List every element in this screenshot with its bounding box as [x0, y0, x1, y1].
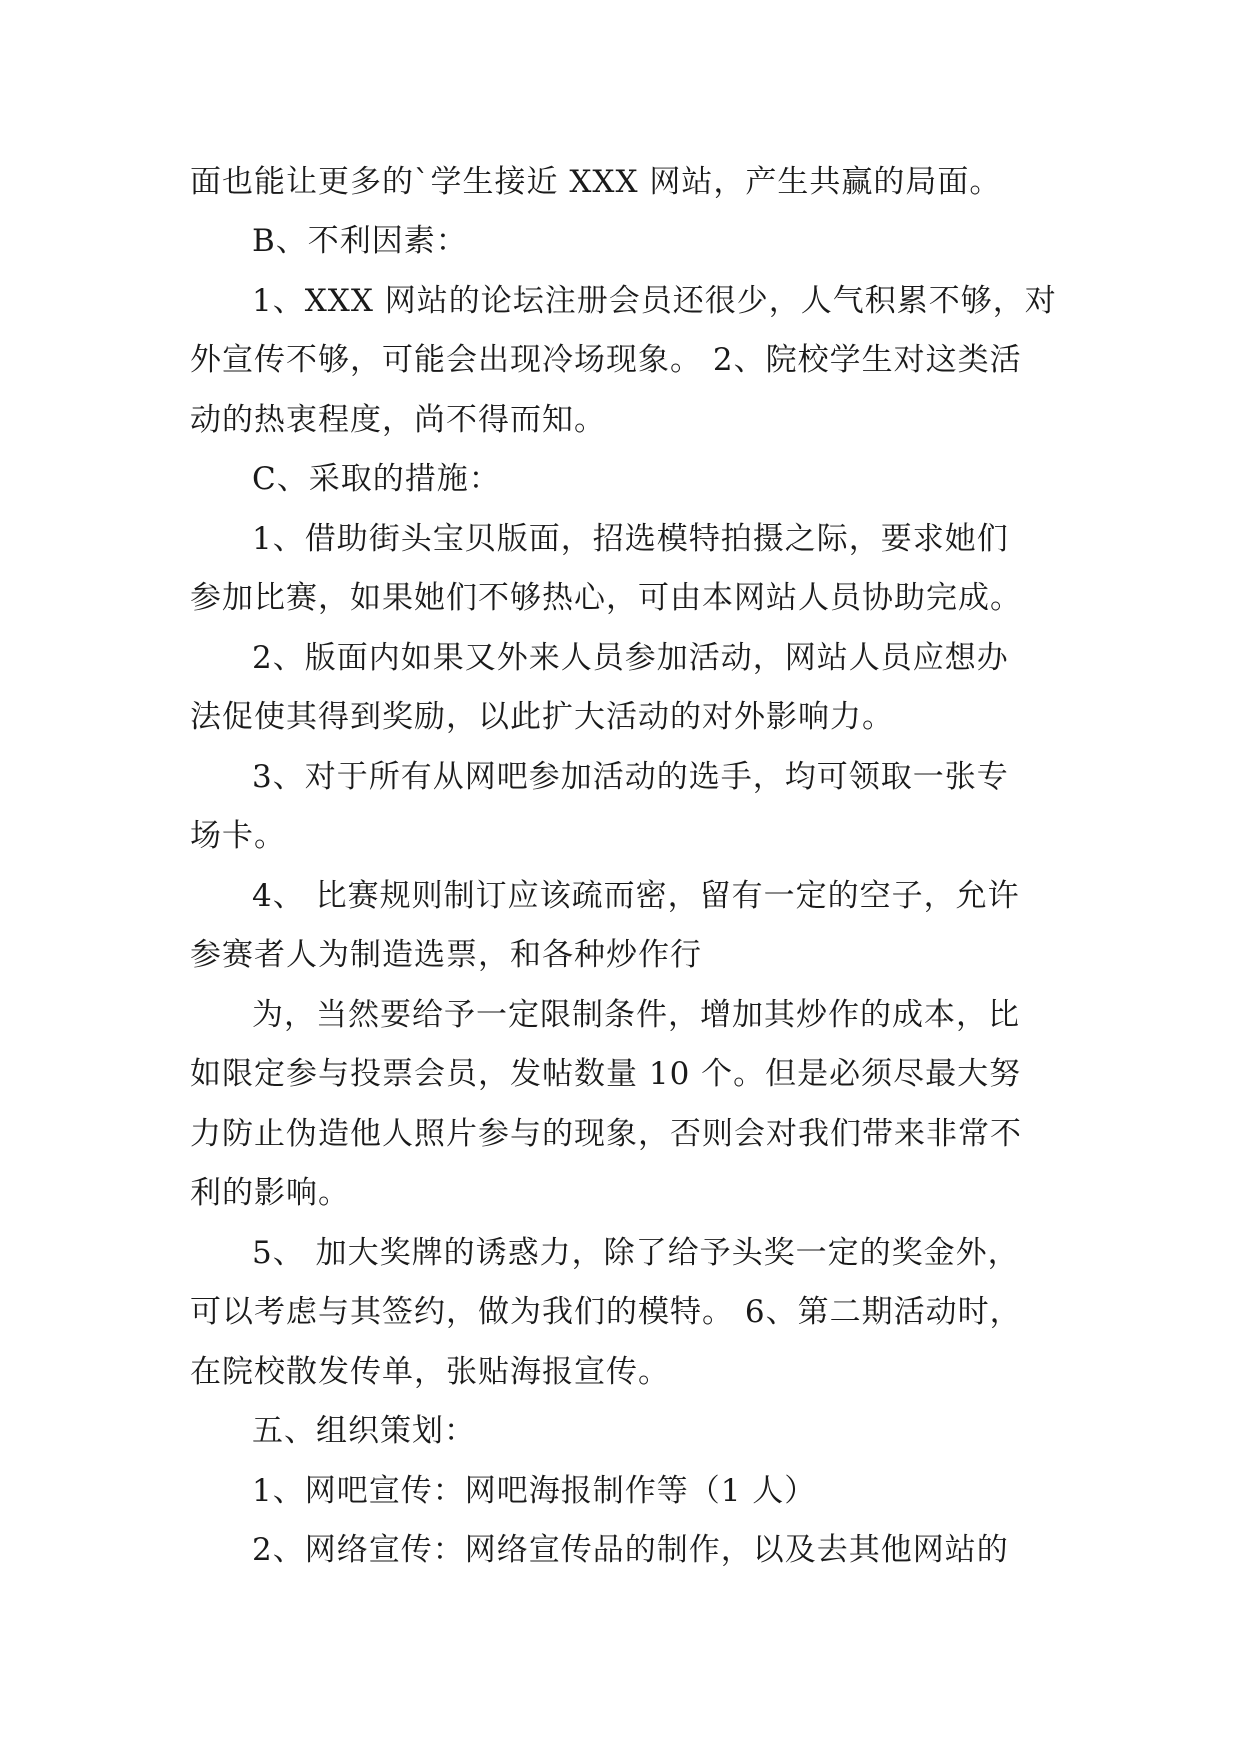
paragraph-line: 利的影响。 — [190, 1175, 350, 1211]
paragraph-line: 参赛者人为制造选票，和各种炒作行 — [190, 937, 702, 973]
paragraph-line: 如限定参与投票会员，发帖数量 10 个。但是必须尽最大努 — [190, 1056, 1022, 1092]
paragraph-line: 面也能让更多的`学生接近 XXX 网站，产生共赢的局面。 — [190, 164, 1002, 200]
paragraph-line: 1、网吧宣传：网吧海报制作等（1 人） — [252, 1473, 817, 1509]
paragraph-line: 外宣传不够，可能会出现冷场现象。 2、院校学生对这类活 — [190, 342, 1022, 378]
paragraph-line: 4、 比赛规则制订应该疏而密，留有一定的空子，允许 — [252, 878, 1020, 914]
paragraph-line: 法促使其得到奖励，以此扩大活动的对外影响力。 — [190, 699, 894, 735]
paragraph-line: 1、XXX 网站的论坛注册会员还很少，人气积累不够，对 — [252, 283, 1057, 319]
paragraph-line: 在院校散发传单，张贴海报宣传。 — [190, 1354, 670, 1390]
paragraph-line: 2、网络宣传：网络宣传品的制作，以及去其他网站的 — [252, 1532, 1009, 1568]
paragraph-line: 动的热衷程度，尚不得而知。 — [190, 402, 606, 438]
paragraph-line: 场卡。 — [190, 818, 286, 854]
paragraph-line: 1、借助街头宝贝版面，招选模特拍摄之际，要求她们 — [252, 521, 1009, 557]
section-heading: C、采取的措施： — [252, 461, 501, 497]
paragraph-line: 5、 加大奖牌的诱惑力，除了给予头奖一定的奖金外， — [252, 1235, 1020, 1271]
paragraph-line: 可以考虑与其签约，做为我们的模特。 6、第二期活动时， — [190, 1294, 1022, 1330]
paragraph-line: 2、版面内如果又外来人员参加活动，网站人员应想办 — [252, 640, 1009, 676]
section-heading: 五、组织策划： — [252, 1413, 476, 1449]
paragraph-line: 力防止伪造他人照片参与的现象，否则会对我们带来非常不 — [190, 1116, 1022, 1152]
paragraph-line: 为，当然要给予一定限制条件，增加其炒作的成本，比 — [252, 997, 1020, 1033]
section-heading: B、不利因素： — [252, 223, 468, 259]
paragraph-line: 参加比赛，如果她们不够热心，可由本网站人员协助完成。 — [190, 580, 1022, 616]
paragraph-line: 3、对于所有从网吧参加活动的选手，均可领取一张专 — [252, 759, 1009, 795]
